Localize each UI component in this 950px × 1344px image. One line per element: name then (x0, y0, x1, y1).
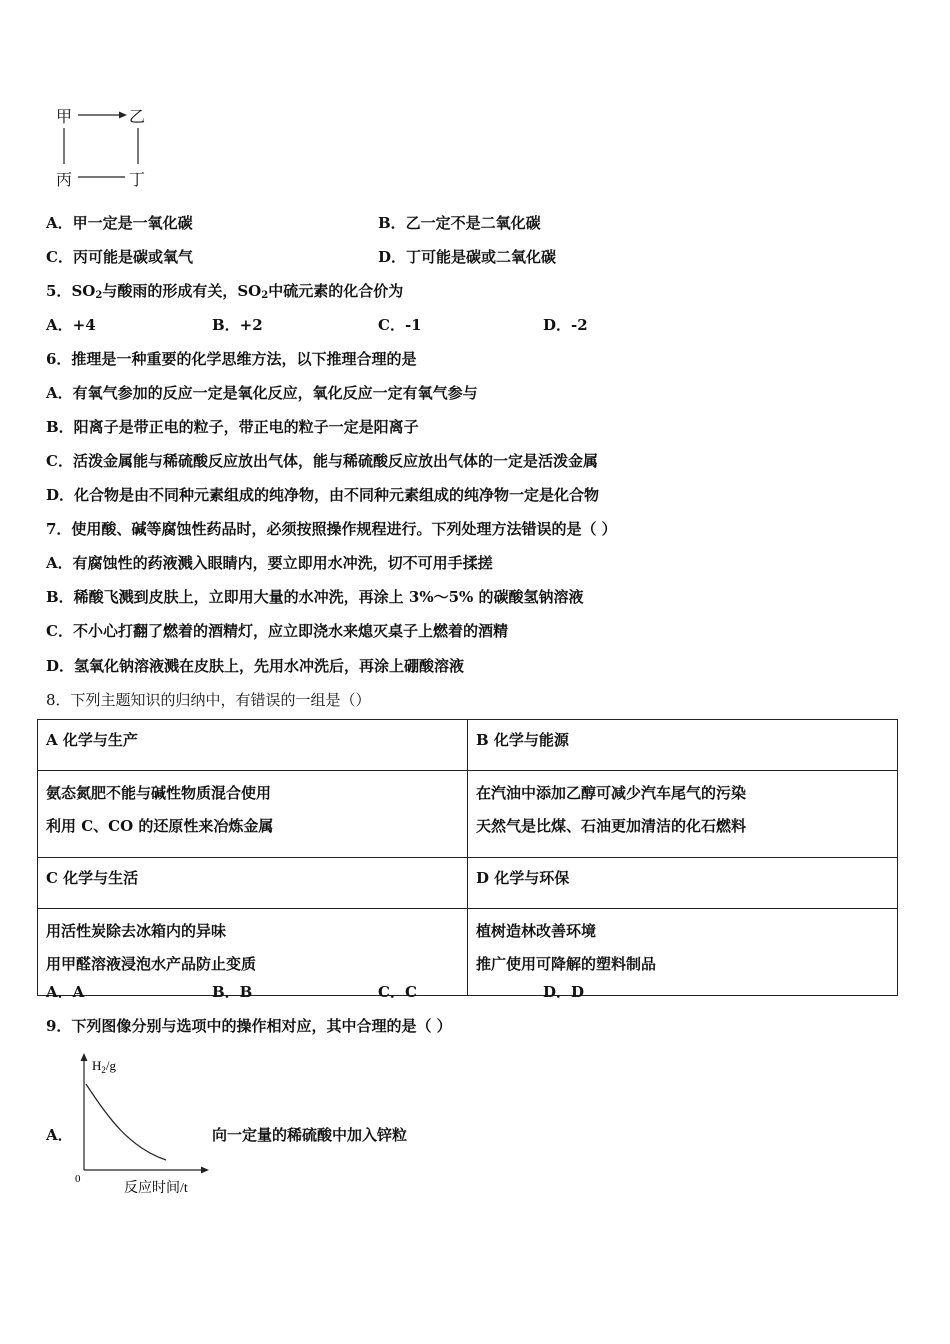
cell-line: 在汽油中添加乙醇可减少汽车尾气的污染 (476, 784, 747, 802)
q9-graph-a (60, 1048, 220, 1198)
q4-option-d[interactable]: D．丁可能是碳或二氧化碳 (378, 248, 557, 266)
node-ding: 丁 (129, 170, 146, 189)
x-axis-label: 反应时间/t (124, 1181, 188, 1196)
q8-option-a[interactable]: A．A (46, 983, 85, 1001)
q7-option-b[interactable]: B．稀酸飞溅到皮肤上，立即用大量的水冲洗，再涂上 3%～5% 的碳酸氢钠溶液 (46, 588, 584, 606)
node-yi: 乙 (129, 107, 146, 126)
decreasing-curve (86, 1084, 166, 1160)
q5-number: 5． (46, 282, 72, 300)
cell-line: 氨态氮肥不能与碱性物质混合使用 (46, 784, 272, 802)
q8-knowledge-table (37, 719, 898, 996)
q7-option-d[interactable]: D．氢氧化钠溶液溅在皮肤上，先用水冲洗后，再涂上硼酸溶液 (46, 657, 465, 675)
q7-option-a[interactable]: A．有腐蚀性的药液溅入眼睛内，要立即用水冲洗，切不可用手揉搓 (46, 554, 493, 572)
q5-sub-2: 2 (261, 290, 269, 301)
q9-stem: 9．下列图像分别与选项中的操作相对应，其中合理的是（ ） (46, 1017, 452, 1035)
table-row (38, 909, 898, 996)
q8-option-c[interactable]: C．C (378, 983, 417, 1001)
q8-stem: 8．下列主题知识的归纳中，有错误的一组是（） (46, 691, 371, 709)
q5-option-a[interactable]: A．+4 (46, 316, 96, 334)
q9-option-a-label[interactable]: A． (46, 1126, 73, 1144)
cell-line: 推广使用可降解的塑料制品 (476, 955, 657, 973)
table-row (38, 720, 898, 771)
q6-option-a[interactable]: A．有氧气参加的反应一定是氧化反应，氧化反应一定有氧气参与 (46, 384, 478, 402)
q4-option-b[interactable]: B．乙一定不是二氧化碳 (378, 214, 541, 232)
cell-a-body (38, 771, 468, 858)
q8-option-d[interactable]: D．D (543, 983, 585, 1001)
origin-label: 0 (75, 1173, 81, 1185)
q7-option-c[interactable]: C．不小心打翻了燃着的酒精灯，应立即浇水来熄灭桌子上燃着的酒精 (46, 622, 508, 640)
q6-stem: 6．推理是一种重要的化学思维方法，以下推理合理的是 (46, 350, 417, 368)
q5-text-1: SO (71, 282, 96, 300)
q5-text-3: 中硫元素的化合价为 (268, 282, 404, 300)
q8-option-b[interactable]: B．B (212, 983, 253, 1001)
cell-line: 天然气是比煤、石油更加清洁的化石燃料 (476, 817, 747, 835)
q5-text-2: 与酸雨的形成有关，SO (102, 282, 262, 300)
q5-option-d[interactable]: D．-2 (543, 316, 588, 334)
y-axis-label: $H_2/g$ (92, 1058, 117, 1075)
cell-b-head: B 化学与能源 (468, 720, 898, 771)
node-jia: 甲 (56, 107, 73, 126)
table-row (38, 858, 898, 909)
cell-b-body (468, 771, 898, 858)
q6-option-d[interactable]: D．化合物是由不同种元素组成的纯净物，由不同种元素组成的纯净物一定是化合物 (46, 486, 600, 504)
q4-option-c[interactable]: C．丙可能是碳或氧气 (46, 248, 193, 266)
cell-d-head: D 化学与环保 (468, 858, 898, 909)
q4-option-a[interactable]: A．甲一定是一氧化碳 (46, 214, 193, 232)
arrow-head-icon (119, 112, 127, 119)
y-axis-arrow-icon (81, 1053, 88, 1061)
q5-option-b[interactable]: B．+2 (212, 316, 263, 334)
q5-option-c[interactable]: C．-1 (378, 316, 422, 334)
cell-line: 植树造林改善环境 (476, 922, 597, 940)
cell-d-body (468, 909, 898, 996)
q5-sub-1: 2 (95, 290, 103, 301)
cell-c-head: C 化学与生活 (38, 858, 468, 909)
cell-line: 利用 C、CO 的还原性来冶炼金属 (46, 817, 274, 835)
q9-option-a-text[interactable]: 向一定量的稀硫酸中加入锌粒 (212, 1126, 408, 1144)
cell-line: 用甲醛溶液浸泡水产品防止变质 (46, 955, 257, 973)
cell-a-head: A 化学与生产 (38, 720, 468, 771)
q5-stem (46, 280, 403, 301)
q7-stem: 7．使用酸、碱等腐蚀性药品时，必须按照操作规程进行。下列处理方法错误的是（ ） (46, 520, 617, 538)
cell-line: 用活性炭除去冰箱内的异味 (46, 922, 227, 940)
diagram-lines (0, 0, 200, 200)
table-row (38, 771, 898, 858)
q6-option-c[interactable]: C．活泼金属能与稀硫酸反应放出气体，能与稀硫酸反应放出气体的一定是活泼金属 (46, 452, 598, 470)
x-axis-arrow-icon (201, 1167, 209, 1174)
node-bing: 丙 (56, 170, 73, 189)
q6-option-b[interactable]: B．阳离子是带正电的粒子，带正电的粒子一定是阳离子 (46, 418, 419, 436)
